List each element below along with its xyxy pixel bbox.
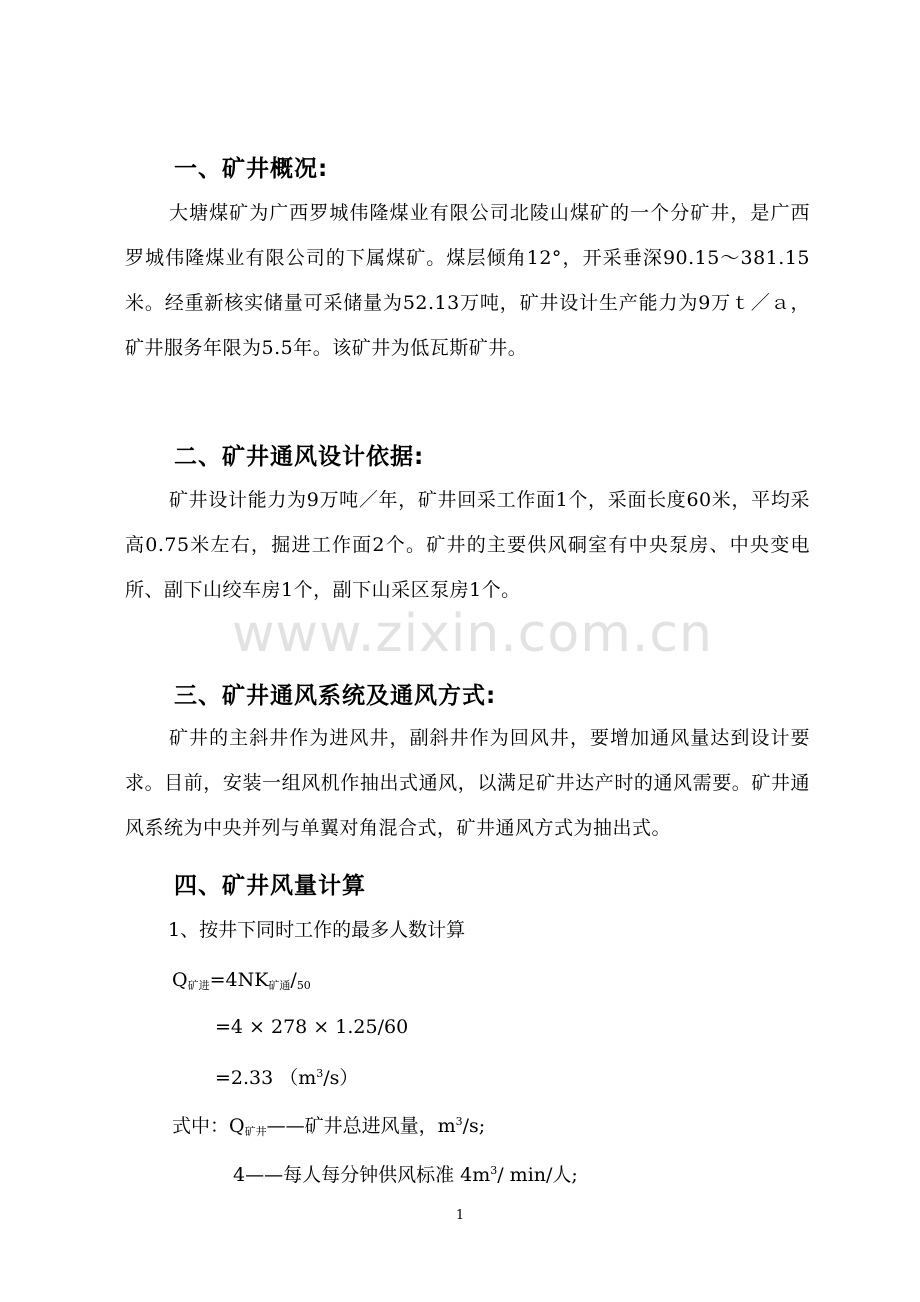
formula-step-2-end: /s） — [323, 1067, 359, 1089]
legend-1-text: ——矿井总进风量，m — [266, 1115, 456, 1137]
section-1-heading: 一、矿井概况: — [174, 156, 329, 182]
legend-1-subscript: 矿井 — [244, 1125, 267, 1138]
legend-line-2 — [233, 1156, 578, 1190]
formula-step-2 — [215, 1059, 358, 1093]
section-2-heading: 二、矿井通风设计依据: — [174, 444, 425, 470]
formula-k-subscript: 矿通 — [268, 979, 291, 992]
formula-step-1: =4 × 278 × 1.25/60 — [215, 1016, 409, 1038]
formula-tail-subscript: 50 — [296, 979, 311, 992]
formula-eq: =4NK — [209, 969, 269, 991]
formula-step-2-superscript: 3 — [316, 1067, 324, 1080]
legend-1-superscript: 3 — [455, 1115, 463, 1128]
legend-2-text: 4——每人每分钟供风标准 4m — [233, 1164, 491, 1186]
section-3-heading: 三、矿井通风系统及通风方式: — [174, 683, 497, 709]
watermark: www.zixin.com.cn — [232, 604, 713, 664]
calc-item-1: 1、按井下同时工作的最多人数计算 — [168, 919, 466, 941]
section-4-heading: 四、矿井风量计算 — [174, 873, 366, 899]
section-3-body: 矿井的主斜井作为进风井，副斜井作为回风井，要增加通风量达到设计要求。目前，安装一组风机作抽出式通风，以满足矿井达产时的通风需要。矿井通风系统为中央并列与单翼对角混合式，矿井通风方式为抽出式。 — [125, 727, 810, 839]
legend-2-superscript: 3 — [490, 1164, 498, 1177]
page-number: 1 — [455, 1208, 465, 1223]
formula-q-subscript: 矿进 — [187, 979, 210, 992]
formula-q: Q — [172, 969, 188, 991]
section-2-body: 矿井设计能力为9万吨／年，矿井回采工作面1个，采面长度60米，平均采高0.75米左右，掘进工作面2个。矿井的主要供风硐室有中央泵房、中央变电所、副下山绞车房1个，副下山采区泵房1个。 — [125, 489, 810, 601]
formula-slash: / — [290, 969, 297, 991]
formula-step-2-value: =2.33 （m — [215, 1067, 317, 1089]
formula-main — [172, 965, 311, 1001]
legend-line-1 — [172, 1107, 485, 1147]
legend-1-end: /s; — [462, 1115, 486, 1137]
legend-1-prefix: 式中：Q — [172, 1115, 245, 1137]
legend-2-end: / min/人; — [497, 1164, 578, 1186]
section-1-body: 大塘煤矿为广西罗城伟隆煤业有限公司北陵山煤矿的一个分矿井，是广西罗城伟隆煤业有限公司的下属煤矿。煤层倾角12°，开采垂深90.15～381.15米。经重新核实储量可采储量为52.13万吨，矿井设计生产能力为9万ｔ／ａ，矿井服务年限为5.5年。该矿井为低瓦斯矿井。 — [125, 202, 810, 359]
